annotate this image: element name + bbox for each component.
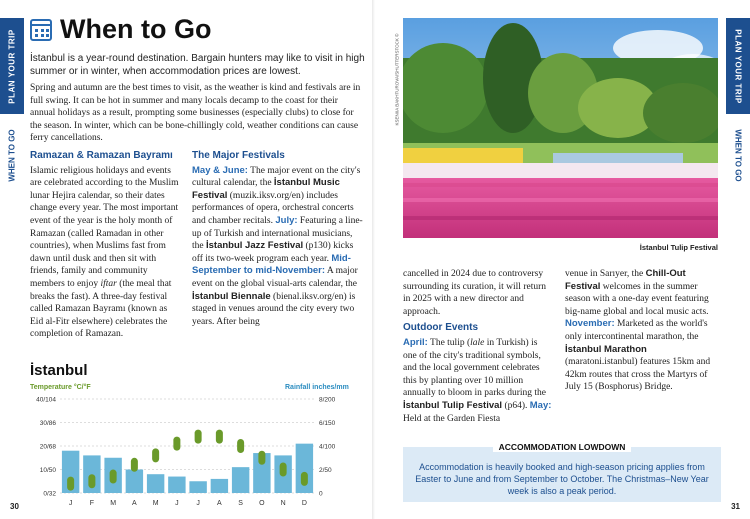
temperature-marker <box>88 474 95 488</box>
temperature-marker <box>152 448 159 462</box>
intro-text: İstanbul is a year-round destination. Bargain hunters may like to visit in high summer or in winter, when accommodation prices are lowest. <box>30 53 365 77</box>
photo-credit: KSENIIA BAKHTUROVA/SHUTTERSTOCK © <box>394 33 400 125</box>
month-label: F <box>89 500 95 507</box>
month-label: A <box>217 500 222 507</box>
temperature-marker <box>110 470 117 484</box>
temperature-marker <box>173 437 180 451</box>
biennale-continuation: cancelled in 2024 due to controversy surrounding its curation, it will return in 2025 with a new director and approach. <box>403 269 547 317</box>
month-label: M <box>152 500 159 507</box>
outdoor-events-heading: Outdoor Events <box>403 322 479 334</box>
temperature-marker <box>301 472 308 486</box>
festival-text-continued: venue in Sarıyer, the Chill-Out Festival welcomes in the summer season with a one-day event featuring big-name global and local music acts. November: Marketed as the world's only intercontinental marathon, the İstanbul Marathon (maratoni.istanbul) features 15km and 42km routes that cross the Martyrs of July 15 (Bosphorus) Bridge. <box>565 268 711 393</box>
left-axis-tick: 10/50 <box>39 467 56 474</box>
left-axis-tick: 40/104 <box>36 396 56 404</box>
temperature-marker <box>280 463 287 477</box>
rainfall-bar <box>126 470 143 494</box>
body-paragraph: Spring and autumn are the best times to visit, as the weather is kind and festivals are in full swing. It can be hot in summer and many locals decamp to the coast for their annual holidays as a result, prompting some businesses (especially clubs) to close for the season. In winter, which can be bone-chillingly cold, weather conditions can cause ferry cancellations. <box>30 83 361 143</box>
accommodation-lowdown-text: Accommodation is heavily booked and high-season pricing applies from Easter to June and from September to October. The Christmas–New Year week is also a peak period. <box>415 462 709 496</box>
rainfall-bar <box>211 479 228 493</box>
temperature-marker <box>195 430 202 444</box>
festivals-text: May & June: The major event on the city's cultural calendar, the İstanbul Music Festival (muzik.iksv.org/en) includes performances of opera, orchestral concerts and chamber recitals. July: Featuring a line-up of Turkish and international musicians, the İstanbul Jazz Festival (p130) kicks off its two-week program each year. Mid-September to mid-November: A major event on the global visual-arts calendar, the İstanbul Biennale (bienal.iksv.org/en) is staged in venues around the city every two years. After being <box>192 164 363 327</box>
plan-your-trip-tab[interactable]: PLAN YOUR TRIP <box>0 18 24 114</box>
left-axis-tick: 0/32 <box>43 490 56 498</box>
temperature-marker <box>258 451 265 465</box>
page-title-row <box>30 14 211 45</box>
festivals-heading: The Major Festivals <box>192 150 285 161</box>
temperature-marker <box>67 477 74 491</box>
temperature-marker <box>237 439 244 453</box>
month-label: M <box>110 500 117 507</box>
rainfall-legend: Rainfall inches/mm <box>285 384 349 391</box>
left-axis-tick: 20/68 <box>39 443 56 451</box>
temperature-legend: Temperature °C/°F <box>30 384 91 391</box>
outdoor-events-section <box>403 268 553 425</box>
right-axis-tick: 4/100 <box>319 443 336 451</box>
month-label: O <box>259 500 265 507</box>
left-axis-tick: 30/86 <box>39 420 56 427</box>
when-to-go-side-label-right: WHEN TO GO <box>733 128 743 182</box>
rainfall-bar <box>168 477 185 493</box>
accommodation-lowdown-title: ACCOMMODATION LOWDOWN <box>403 442 721 452</box>
right-page <box>375 0 750 519</box>
ramazan-heading: Ramazan & Ramazan Bayramı <box>30 150 173 161</box>
when-to-go-side-label: WHEN TO GO <box>7 128 17 182</box>
month-label: D <box>301 500 307 507</box>
chart-title: İstanbul <box>30 362 88 379</box>
photo-caption: İstanbul Tulip Festival <box>639 243 718 252</box>
month-label: J <box>175 500 179 507</box>
month-label: N <box>280 500 286 507</box>
festivals-section <box>192 150 364 328</box>
plan-your-trip-tab-right[interactable]: PLAN YOUR TRIP <box>726 18 750 114</box>
rainfall-bar <box>232 467 249 493</box>
month-label: S <box>238 500 243 507</box>
ramazan-section <box>30 150 180 341</box>
page-number-right: 31 <box>731 502 740 511</box>
right-axis-tick: 0 <box>319 490 323 498</box>
right-axis-tick: 6/150 <box>319 420 336 427</box>
month-label: A <box>132 500 137 507</box>
right-axis-tick: 2/50 <box>319 467 332 474</box>
temperature-marker <box>131 458 138 472</box>
ramazan-text: Islamic religious holidays and events are celebrated according to the Muslim lunar Hejira calendar, so their dates change every year. The most important event of the year is the holy month of Ramazan (called Ramadan in other countries), when Muslims fast from dawn until dusk and then sit with friends, family and community members to enjoy iftar (the meal that breaks the fast). A three-day festival called Ramazan Bayramı (known as Eid al-Fitr elsewhere) celebrates the completion of Ramazan. <box>30 165 179 340</box>
month-label: J <box>196 500 200 507</box>
tulip-festival-photo <box>403 18 718 238</box>
right-axis-tick: 8/200 <box>319 396 336 404</box>
page-number-left: 30 <box>10 502 19 511</box>
month-label: J <box>68 500 73 507</box>
calendar-icon <box>30 19 52 41</box>
temperature-marker <box>216 430 223 444</box>
page-title: When to Go <box>60 14 212 44</box>
climate-chart <box>30 395 350 510</box>
rainfall-bar <box>189 481 206 493</box>
outdoor-events-continued <box>565 268 720 394</box>
accommodation-lowdown-box <box>403 442 721 502</box>
rainfall-bar <box>147 474 164 493</box>
outdoor-events-text: April: The tulip (lale in Turkish) is one of the city's traditional symbols, and the local government celebrates this by planting over 10 million annually to bloom in parks during the İstanbul Tulip Festival (p64). May: Held at the Garden Fiesta <box>403 336 552 424</box>
